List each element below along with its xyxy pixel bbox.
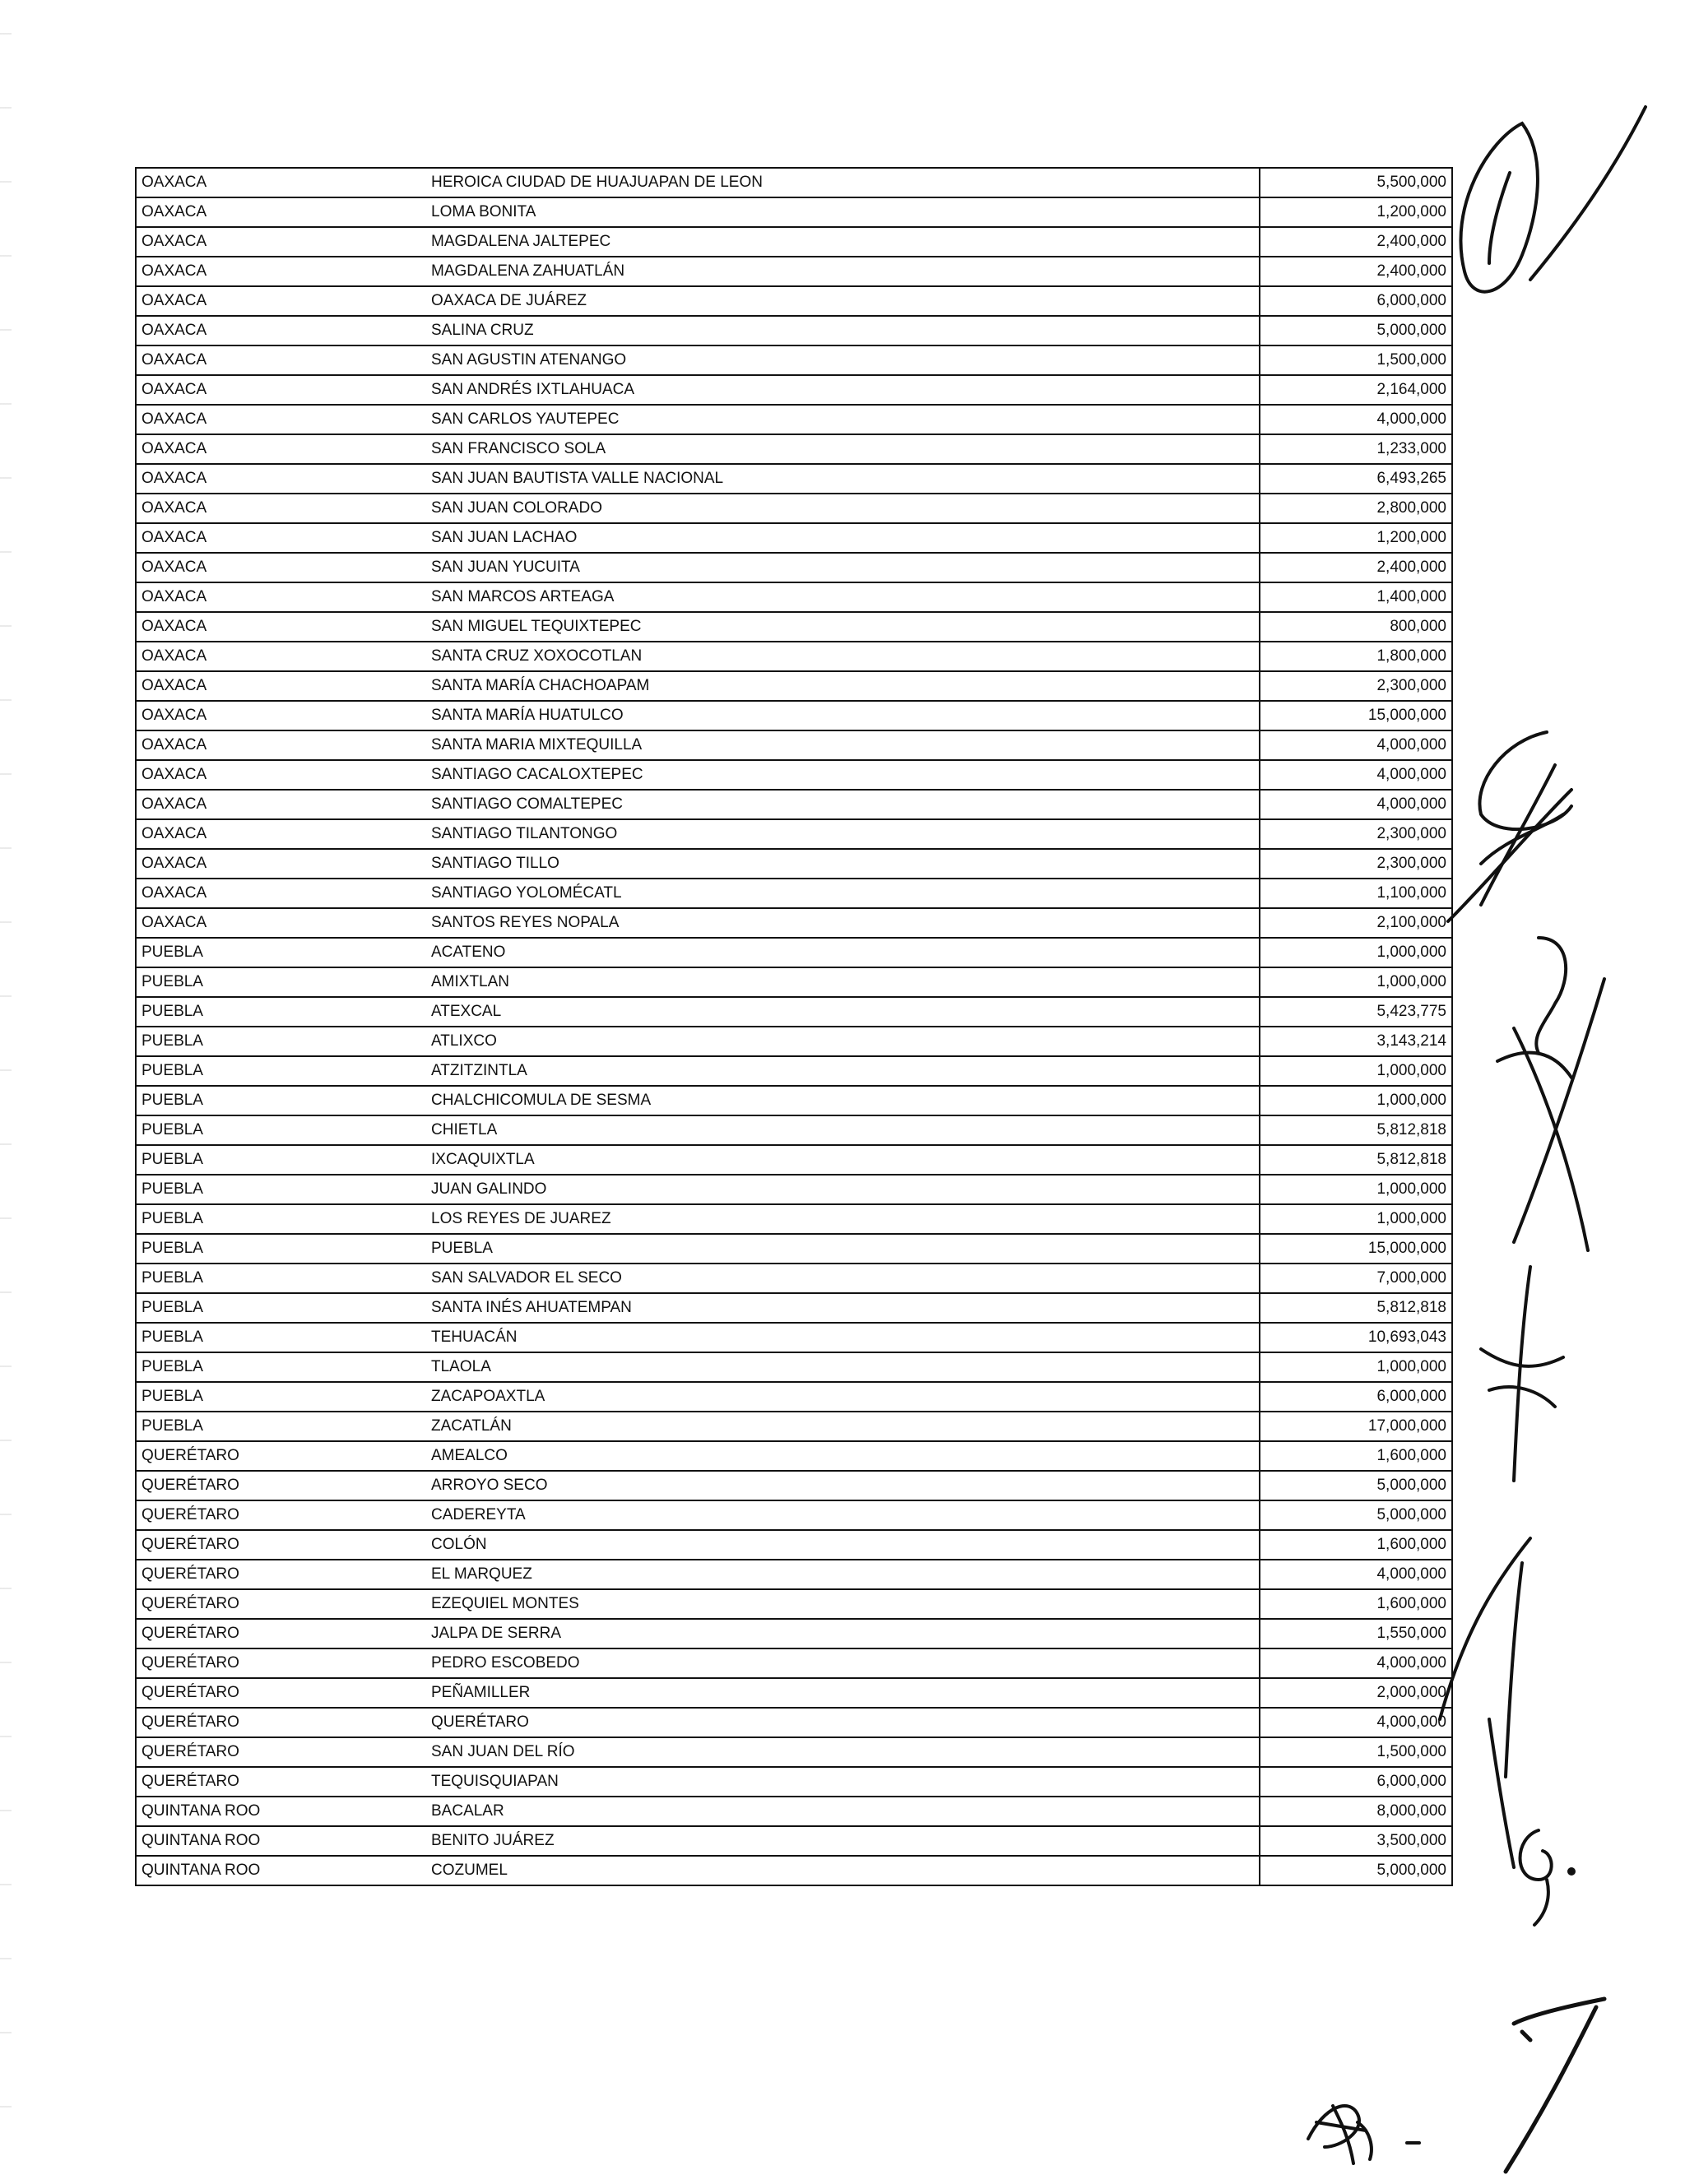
municipality-cell: SAN ANDRÉS IXTLAHUACA — [426, 375, 1260, 405]
amount-cell: 4,000,000 — [1260, 1708, 1452, 1737]
municipality-cell: AMEALCO — [426, 1441, 1260, 1471]
state-cell: QUERÉTARO — [136, 1560, 426, 1589]
amount-cell: 1,000,000 — [1260, 1204, 1452, 1234]
amount-cell: 6,493,265 — [1260, 464, 1452, 494]
municipality-cell: SANTA INÉS AHUATEMPAN — [426, 1293, 1260, 1323]
table-row — [136, 1441, 1452, 1471]
municipality-cell: SAN JUAN LACHAO — [426, 523, 1260, 553]
municipality-cell: SAN MARCOS ARTEAGA — [426, 582, 1260, 612]
state-cell: OAXACA — [136, 849, 426, 879]
state-cell: OAXACA — [136, 642, 426, 671]
municipality-cell: EL MARQUEZ — [426, 1560, 1260, 1589]
state-cell: OAXACA — [136, 434, 426, 464]
amount-cell: 2,800,000 — [1260, 494, 1452, 523]
municipality-cell: MAGDALENA ZAHUATLÁN — [426, 257, 1260, 286]
state-cell: QUERÉTARO — [136, 1648, 426, 1678]
table-row — [136, 375, 1452, 405]
state-cell: QUERÉTARO — [136, 1678, 426, 1708]
state-cell: OAXACA — [136, 671, 426, 701]
amount-cell: 5,000,000 — [1260, 1471, 1452, 1500]
amount-cell: 1,400,000 — [1260, 582, 1452, 612]
table-row — [136, 730, 1452, 760]
municipality-cell: JUAN GALINDO — [426, 1175, 1260, 1204]
table-row — [136, 405, 1452, 434]
signature-2 — [1432, 716, 1613, 934]
amount-cell: 2,300,000 — [1260, 849, 1452, 879]
municipality-cell: SANTIAGO TILLO — [426, 849, 1260, 879]
amount-cell: 1,600,000 — [1260, 1441, 1452, 1471]
state-cell: OAXACA — [136, 257, 426, 286]
table-row — [136, 582, 1452, 612]
municipality-cell: SANTA MARÍA CHACHOAPAM — [426, 671, 1260, 701]
municipality-cell: PEDRO ESCOBEDO — [426, 1648, 1260, 1678]
amount-cell: 1,000,000 — [1260, 1175, 1452, 1204]
state-cell: QUERÉTARO — [136, 1619, 426, 1648]
table-row — [136, 1056, 1452, 1086]
table-row — [136, 642, 1452, 671]
municipality-cell: SAN CARLOS YAUTEPEC — [426, 405, 1260, 434]
table-row — [136, 849, 1452, 879]
municipality-cell: ATZITZINTLA — [426, 1056, 1260, 1086]
table-row — [136, 1471, 1452, 1500]
table-row — [136, 1323, 1452, 1352]
amount-cell: 1,000,000 — [1260, 1056, 1452, 1086]
municipality-cell: AMIXTLAN — [426, 967, 1260, 997]
state-cell: OAXACA — [136, 405, 426, 434]
municipality-cell: CADEREYTA — [426, 1500, 1260, 1530]
amount-cell: 5,500,000 — [1260, 168, 1452, 197]
state-cell: QUERÉTARO — [136, 1737, 426, 1767]
municipality-cell: BACALAR — [426, 1797, 1260, 1826]
municipality-cell: ATLIXCO — [426, 1027, 1260, 1056]
state-cell: OAXACA — [136, 730, 426, 760]
amount-cell: 17,000,000 — [1260, 1412, 1452, 1441]
state-cell: OAXACA — [136, 494, 426, 523]
signature-3 — [1481, 930, 1629, 1263]
table-row — [136, 1500, 1452, 1530]
municipality-cell: ACATENO — [426, 938, 1260, 967]
amount-cell: 2,100,000 — [1260, 908, 1452, 938]
table-row — [136, 286, 1452, 316]
municipality-cell: ATEXCAL — [426, 997, 1260, 1027]
municipality-cell: CHALCHICOMULA DE SESMA — [426, 1086, 1260, 1115]
state-cell: OAXACA — [136, 345, 426, 375]
state-cell: OAXACA — [136, 375, 426, 405]
municipality-cell: JALPA DE SERRA — [426, 1619, 1260, 1648]
state-cell: QUERÉTARO — [136, 1500, 426, 1530]
table-row — [136, 1767, 1452, 1797]
state-cell: QUERÉTARO — [136, 1708, 426, 1737]
amount-cell: 1,200,000 — [1260, 523, 1452, 553]
municipality-cell: SAN JUAN BAUTISTA VALLE NACIONAL — [426, 464, 1260, 494]
municipality-cell: ZACAPOAXTLA — [426, 1382, 1260, 1412]
state-cell: OAXACA — [136, 701, 426, 730]
table-row — [136, 1234, 1452, 1264]
state-cell: OAXACA — [136, 612, 426, 642]
table-row — [136, 819, 1452, 849]
state-cell: OAXACA — [136, 168, 426, 197]
amount-cell: 4,000,000 — [1260, 790, 1452, 819]
signature-4 — [1473, 1259, 1571, 1493]
table-row — [136, 1560, 1452, 1589]
municipality-cell: EZEQUIEL MONTES — [426, 1589, 1260, 1619]
amount-cell: 5,812,818 — [1260, 1293, 1452, 1323]
table-row — [136, 464, 1452, 494]
state-cell: QUINTANA ROO — [136, 1826, 426, 1856]
amount-cell: 4,000,000 — [1260, 730, 1452, 760]
table-row — [136, 257, 1452, 286]
amount-cell: 1,100,000 — [1260, 879, 1452, 908]
amount-cell: 2,300,000 — [1260, 671, 1452, 701]
municipality-cell: BENITO JUÁREZ — [426, 1826, 1260, 1856]
table-row — [136, 197, 1452, 227]
amount-cell: 15,000,000 — [1260, 1234, 1452, 1264]
municipality-cell: SALINA CRUZ — [426, 316, 1260, 345]
municipality-cell: SAN FRANCISCO SOLA — [426, 434, 1260, 464]
amount-cell: 2,164,000 — [1260, 375, 1452, 405]
municipality-cell: SANTIAGO CACALOXTEPEC — [426, 760, 1260, 790]
state-cell: PUEBLA — [136, 1204, 426, 1234]
municipality-cell: IXCAQUIXTLA — [426, 1145, 1260, 1175]
table-row — [136, 1293, 1452, 1323]
amount-cell: 2,300,000 — [1260, 819, 1452, 849]
signature-7 — [1473, 1991, 1613, 2184]
state-cell: PUEBLA — [136, 1086, 426, 1115]
table-row — [136, 1086, 1452, 1115]
table-row — [136, 908, 1452, 938]
municipality-cell: OAXACA DE JUÁREZ — [426, 286, 1260, 316]
state-cell: PUEBLA — [136, 1323, 426, 1352]
state-cell: PUEBLA — [136, 1382, 426, 1412]
amount-cell: 1,500,000 — [1260, 345, 1452, 375]
amount-cell: 2,400,000 — [1260, 227, 1452, 257]
state-cell: PUEBLA — [136, 1264, 426, 1293]
state-cell: PUEBLA — [136, 967, 426, 997]
municipality-cell: SAN JUAN YUCUITA — [426, 553, 1260, 582]
table-body — [136, 168, 1452, 1885]
municipality-cell: SANTA MARÍA HUATULCO — [426, 701, 1260, 730]
municipality-cell: LOMA BONITA — [426, 197, 1260, 227]
municipality-cell: TEHUACÁN — [426, 1323, 1260, 1352]
table-row — [136, 938, 1452, 967]
municipality-cell: SANTA MARIA MIXTEQUILLA — [426, 730, 1260, 760]
amount-cell: 8,000,000 — [1260, 1797, 1452, 1826]
amount-cell: 4,000,000 — [1260, 405, 1452, 434]
state-cell: PUEBLA — [136, 1027, 426, 1056]
amount-cell: 6,000,000 — [1260, 1382, 1452, 1412]
amount-cell: 5,000,000 — [1260, 1856, 1452, 1885]
municipality-cell: SANTIAGO TILANTONGO — [426, 819, 1260, 849]
municipality-cell: SANTOS REYES NOPALA — [426, 908, 1260, 938]
table-row — [136, 227, 1452, 257]
amount-cell: 3,500,000 — [1260, 1826, 1452, 1856]
state-cell: PUEBLA — [136, 938, 426, 967]
table-row — [136, 1678, 1452, 1708]
state-cell: OAXACA — [136, 819, 426, 849]
municipality-cell: SANTA CRUZ XOXOCOTLAN — [426, 642, 1260, 671]
signature-6 — [1506, 1822, 1580, 1933]
table-row — [136, 523, 1452, 553]
table-row — [136, 434, 1452, 464]
table-row — [136, 316, 1452, 345]
municipality-cell: SAN JUAN DEL RÍO — [426, 1737, 1260, 1767]
state-cell: PUEBLA — [136, 1145, 426, 1175]
state-cell: OAXACA — [136, 316, 426, 345]
amount-cell: 10,693,043 — [1260, 1323, 1452, 1352]
state-cell: PUEBLA — [136, 1352, 426, 1382]
municipality-cell: COLÓN — [426, 1530, 1260, 1560]
amount-cell: 5,000,000 — [1260, 316, 1452, 345]
amount-cell: 1,233,000 — [1260, 434, 1452, 464]
table-row — [136, 494, 1452, 523]
table-row — [136, 1145, 1452, 1175]
table-row — [136, 1175, 1452, 1204]
amount-cell: 5,812,818 — [1260, 1115, 1452, 1145]
state-cell: QUERÉTARO — [136, 1471, 426, 1500]
table-row — [136, 1708, 1452, 1737]
state-cell: PUEBLA — [136, 1293, 426, 1323]
municipality-cell: HEROICA CIUDAD DE HUAJUAPAN DE LEON — [426, 168, 1260, 197]
table-row — [136, 1412, 1452, 1441]
state-cell: OAXACA — [136, 286, 426, 316]
amount-cell: 1,000,000 — [1260, 1086, 1452, 1115]
state-cell: OAXACA — [136, 464, 426, 494]
municipality-cell: ARROYO SECO — [426, 1471, 1260, 1500]
municipality-cell: SAN SALVADOR EL SECO — [426, 1264, 1260, 1293]
municipality-cell: TEQUISQUIAPAN — [426, 1767, 1260, 1797]
amount-cell: 1,000,000 — [1260, 967, 1452, 997]
table-row — [136, 1589, 1452, 1619]
municipality-cell: ZACATLÁN — [426, 1412, 1260, 1441]
table-row — [136, 1204, 1452, 1234]
state-cell: OAXACA — [136, 523, 426, 553]
amount-cell: 1,600,000 — [1260, 1589, 1452, 1619]
table-row — [136, 1797, 1452, 1826]
state-cell: PUEBLA — [136, 1056, 426, 1086]
municipality-cell: TLAOLA — [426, 1352, 1260, 1382]
scan-edge — [0, 0, 12, 2180]
table-row — [136, 1856, 1452, 1885]
amount-cell: 1,000,000 — [1260, 1352, 1452, 1382]
state-cell: OAXACA — [136, 553, 426, 582]
amount-cell: 1,800,000 — [1260, 642, 1452, 671]
state-cell: PUEBLA — [136, 1175, 426, 1204]
table-row — [136, 1648, 1452, 1678]
state-cell: PUEBLA — [136, 1115, 426, 1145]
state-cell: QUINTANA ROO — [136, 1797, 426, 1826]
amount-cell: 800,000 — [1260, 612, 1452, 642]
table-row — [136, 967, 1452, 997]
amount-cell: 15,000,000 — [1260, 701, 1452, 730]
table-row — [136, 1352, 1452, 1382]
table-row — [136, 701, 1452, 730]
amount-cell: 1,550,000 — [1260, 1619, 1452, 1648]
table-row — [136, 1027, 1452, 1056]
amount-cell: 5,000,000 — [1260, 1500, 1452, 1530]
amount-cell: 2,400,000 — [1260, 553, 1452, 582]
table-row — [136, 1382, 1452, 1412]
state-cell: OAXACA — [136, 582, 426, 612]
state-cell: QUINTANA ROO — [136, 1856, 426, 1885]
state-cell: OAXACA — [136, 879, 426, 908]
municipality-cell: PEÑAMILLER — [426, 1678, 1260, 1708]
municipality-cell: SANTIAGO YOLOMÉCATL — [426, 879, 1260, 908]
state-cell: PUEBLA — [136, 997, 426, 1027]
state-cell: QUERÉTARO — [136, 1441, 426, 1471]
state-cell: OAXACA — [136, 790, 426, 819]
table-row — [136, 1115, 1452, 1145]
amount-cell: 2,000,000 — [1260, 1678, 1452, 1708]
table-row — [136, 1619, 1452, 1648]
table-row — [136, 553, 1452, 582]
state-cell: PUEBLA — [136, 1234, 426, 1264]
table-row — [136, 1826, 1452, 1856]
amount-cell: 3,143,214 — [1260, 1027, 1452, 1056]
state-cell: QUERÉTARO — [136, 1589, 426, 1619]
state-cell: OAXACA — [136, 908, 426, 938]
municipality-cell: SAN MIGUEL TEQUIXTEPEC — [426, 612, 1260, 642]
municipality-cell: CHIETLA — [426, 1115, 1260, 1145]
initials-bottom — [1292, 2081, 1423, 2176]
amount-cell: 5,812,818 — [1260, 1145, 1452, 1175]
municipality-cell: PUEBLA — [426, 1234, 1260, 1264]
state-cell: PUEBLA — [136, 1412, 426, 1441]
amount-cell: 1,000,000 — [1260, 938, 1452, 967]
amount-cell: 7,000,000 — [1260, 1264, 1452, 1293]
table-row — [136, 760, 1452, 790]
municipality-cell: QUERÉTARO — [426, 1708, 1260, 1737]
state-cell: OAXACA — [136, 197, 426, 227]
allocation-table — [135, 167, 1453, 1886]
municipality-cell: COZUMEL — [426, 1856, 1260, 1885]
amount-cell: 1,200,000 — [1260, 197, 1452, 227]
signature-1 — [1432, 90, 1662, 341]
table-row — [136, 1737, 1452, 1767]
table-row — [136, 345, 1452, 375]
table-row — [136, 790, 1452, 819]
amount-cell: 1,600,000 — [1260, 1530, 1452, 1560]
amount-cell: 1,500,000 — [1260, 1737, 1452, 1767]
amount-cell: 4,000,000 — [1260, 760, 1452, 790]
state-cell: QUERÉTARO — [136, 1767, 426, 1797]
amount-cell: 6,000,000 — [1260, 286, 1452, 316]
municipality-cell: SANTIAGO COMALTEPEC — [426, 790, 1260, 819]
table-row — [136, 879, 1452, 908]
table-row — [136, 1530, 1452, 1560]
state-cell: OAXACA — [136, 760, 426, 790]
municipality-cell: SAN AGUSTIN ATENANGO — [426, 345, 1260, 375]
amount-cell: 2,400,000 — [1260, 257, 1452, 286]
table-row — [136, 168, 1452, 197]
municipality-cell: MAGDALENA JALTEPEC — [426, 227, 1260, 257]
table-row — [136, 612, 1452, 642]
table-row — [136, 671, 1452, 701]
state-cell: OAXACA — [136, 227, 426, 257]
amount-cell: 6,000,000 — [1260, 1767, 1452, 1797]
table-row — [136, 997, 1452, 1027]
amount-cell: 4,000,000 — [1260, 1648, 1452, 1678]
municipality-cell: SAN JUAN COLORADO — [426, 494, 1260, 523]
amount-cell: 4,000,000 — [1260, 1560, 1452, 1589]
state-cell: QUERÉTARO — [136, 1530, 426, 1560]
table-row — [136, 1264, 1452, 1293]
municipality-cell: LOS REYES DE JUAREZ — [426, 1204, 1260, 1234]
amount-cell: 5,423,775 — [1260, 997, 1452, 1027]
